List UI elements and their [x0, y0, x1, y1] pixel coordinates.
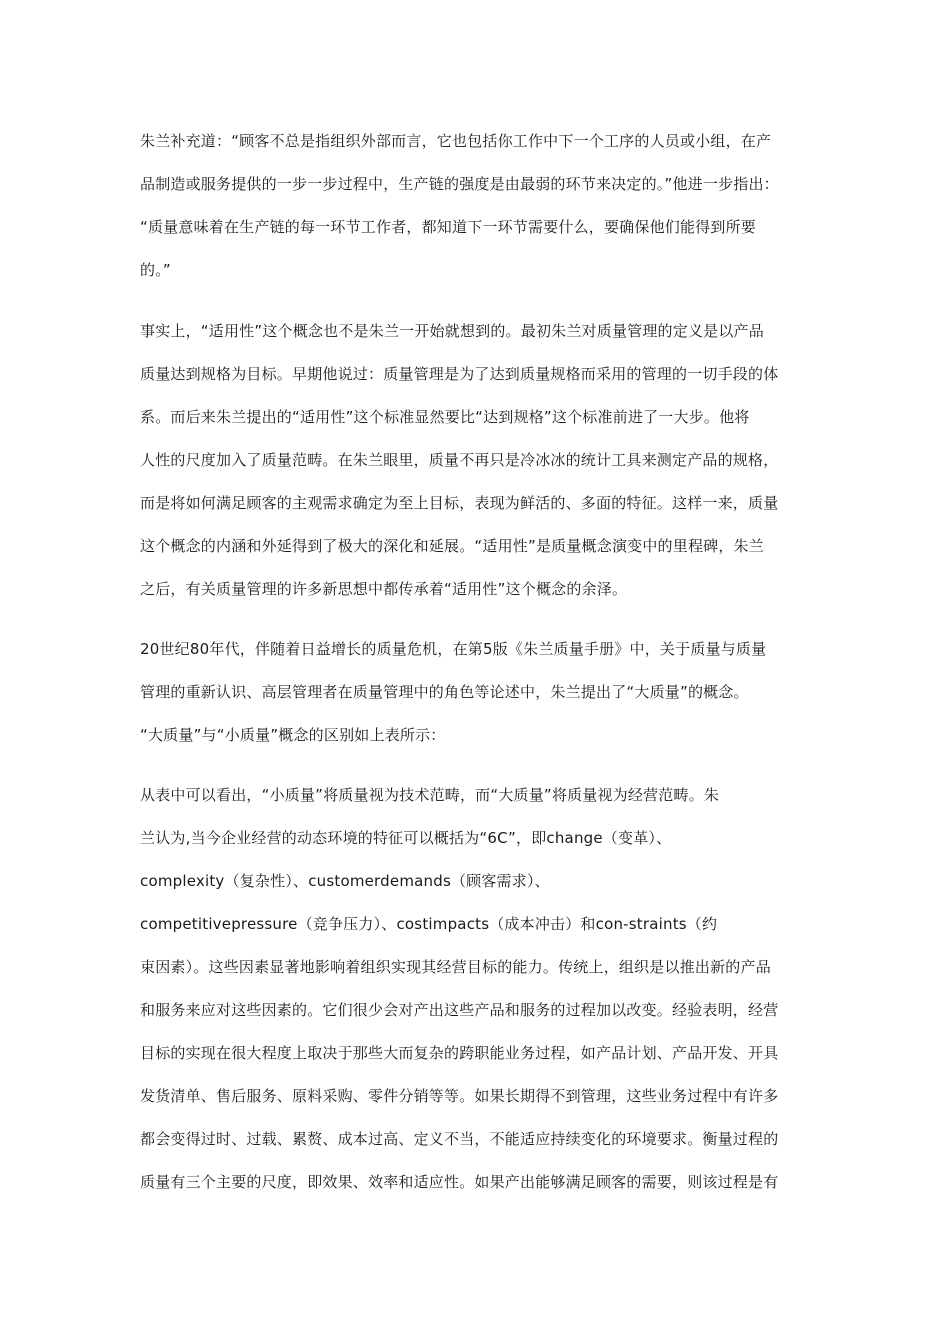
- text-line: 品制造或服务提供的一步一步过程中，生产链的强度是由最弱的环节来决定的。”他进一步指出：: [140, 175, 779, 193]
- text-line: 而是将如何满足顾客的主观需求确定为至上目标，表现为鲜活的、多面的特征。这样一来，质量: [140, 494, 779, 512]
- paragraph-6c-environment: [140, 782, 830, 1212]
- text-line: 目标的实现在很大程度上取决于那些大而复杂的跨职能业务过程，如产品计划、产品开发、开具: [140, 1044, 779, 1062]
- paragraph-big-quality: [140, 636, 830, 765]
- text-line: 从表中可以看出，“小质量”将质量视为技术范畴，而“大质量”将质量视为经营范畴。朱: [140, 786, 720, 804]
- text-line: 事实上，“适用性”这个概念也不是朱兰一开始就想到的。最初朱兰对质量管理的定义是以产品: [140, 322, 764, 340]
- text-line: 都会变得过时、过载、累赘、成本过高、定义不当，不能适应持续变化的环境要求。衡量过程的: [140, 1130, 779, 1148]
- paragraph-fitness-for-use: [140, 318, 830, 619]
- text-line: 质量有三个主要的尺度，即效果、效率和适应性。如果产出能够满足顾客的需要，则该过程是有: [140, 1173, 779, 1191]
- text-line: 这个概念的内涵和外延得到了极大的深化和延展。“适用性”是质量概念演变中的里程碑，朱兰: [140, 537, 764, 555]
- text-line: “质量意味着在生产链的每一环节工作者，都知道下一环节需要什么，要确保他们能得到所要: [140, 218, 756, 236]
- text-line: competitivepressure（竞争压力）、costimpacts（成本冲击）和con-straints（约: [140, 915, 718, 933]
- text-line: 和服务来应对这些因素的。它们很少会对产出这些产品和服务的过程加以改变。经验表明，经营: [140, 1001, 779, 1019]
- text-line: “大质量”与“小质量”概念的区别如上表所示：: [140, 726, 446, 744]
- paragraph-customer-definition: [140, 128, 830, 300]
- text-line: 人性的尺度加入了质量范畴。在朱兰眼里，质量不再只是冷冰冰的统计工具来测定产品的规格，: [140, 451, 779, 469]
- text-line: 系。而后来朱兰提出的“适用性”这个标准显然要比“达到规格”这个标准前进了一大步。他将: [140, 408, 750, 426]
- text-line: 的。”: [140, 261, 171, 279]
- text-line: complexity（复杂性）、customerdemands（顾客需求）、: [140, 872, 550, 890]
- text-line: 质量达到规格为目标。早期他说过：质量管理是为了达到质量规格而采用的管理的一切手段的体: [140, 365, 779, 383]
- text-line: 兰认为,当今企业经营的动态环境的特征可以概括为“6C”，即change（变革）、: [140, 829, 672, 847]
- text-line: 管理的重新认识、高层管理者在质量管理中的角色等论述中，朱兰提出了“大质量”的概念。: [140, 683, 749, 701]
- text-line: 朱兰补充道：“顾客不总是指组织外部而言，它也包括你工作中下一个工序的人员或小组，在产: [140, 132, 772, 150]
- text-line: 发货清单、售后服务、原料采购、零件分销等等。如果长期得不到管理，这些业务过程中有许多: [140, 1087, 779, 1105]
- text-line: 束因素）。这些因素显著地影响着组织实现其经营目标的能力。传统上，组织是以推出新的产品: [140, 958, 771, 976]
- text-line: 之后，有关质量管理的许多新思想中都传承着“适用性”这个概念的余泽。: [140, 580, 628, 598]
- text-line: 20世纪80年代，伴随着日益增长的质量危机，在第5版《朱兰质量手册》中，关于质量与质量: [140, 640, 767, 658]
